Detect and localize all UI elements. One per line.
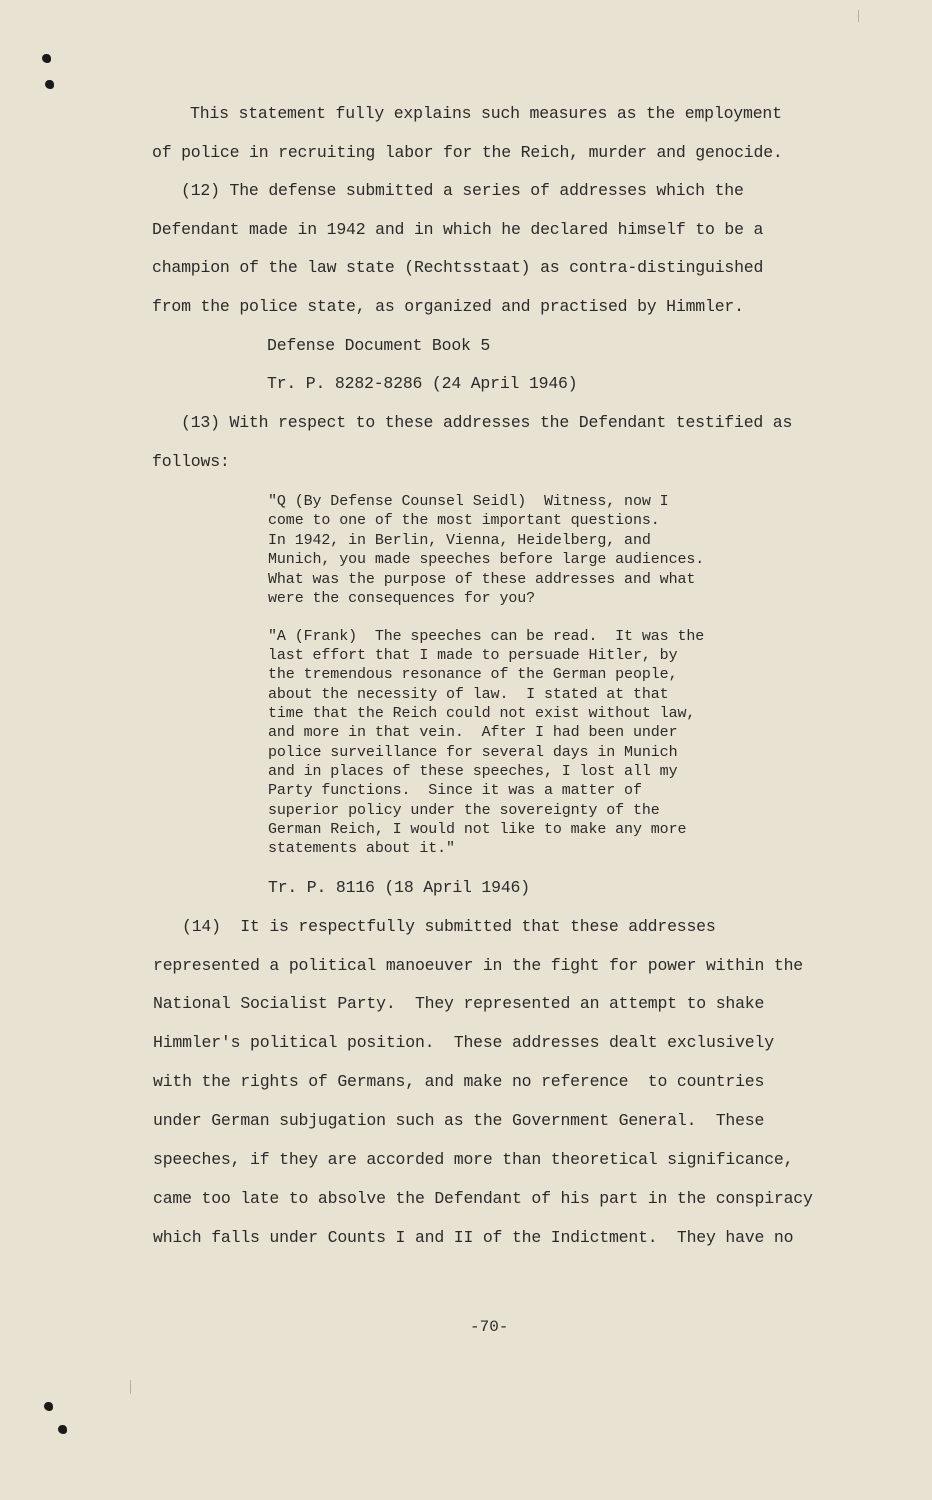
- citation-line: Tr. P. 8116 (18 April 1946): [268, 878, 530, 897]
- paragraph-line: speeches, if they are accorded more than theoretical significance,: [153, 1150, 794, 1169]
- quote-line: last effort that I made to persuade Hitler, by: [268, 647, 678, 664]
- quote-line: about the necessity of law. I stated at that: [268, 686, 669, 703]
- paragraph-line: which falls under Counts I and II of the Indictment. They have no: [153, 1228, 794, 1247]
- binder-hole-top-1: [42, 54, 51, 63]
- quote-line: and more in that vein. After I had been under: [268, 724, 678, 741]
- paragraph-line: This statement fully explains such measures as the employment: [190, 104, 782, 123]
- quote-line: police surveillance for several days in Munich: [268, 744, 678, 761]
- quote-line: Munich, you made speeches before large audiences.: [268, 551, 705, 568]
- paragraph-line: follows:: [152, 452, 230, 471]
- quote-line: and in places of these speeches, I lost all my: [268, 763, 678, 780]
- citation-line: Tr. P. 8282-8286 (24 April 1946): [267, 374, 578, 393]
- quote-line: What was the purpose of these addresses and what: [268, 571, 696, 588]
- paragraph-line: came too late to absolve the Defendant of his part in the conspiracy: [153, 1189, 813, 1208]
- paragraph-line: with the rights of Germans, and make no reference to countries: [153, 1072, 765, 1091]
- paragraph-line: under German subjugation such as the Government General. These: [153, 1111, 765, 1130]
- paragraph-line: Himmler's political position. These addresses dealt exclusively: [153, 1033, 774, 1052]
- quote-line: "A (Frank) The speeches can be read. It was the: [268, 628, 705, 645]
- quote-line: time that the Reich could not exist without law,: [268, 705, 696, 722]
- paragraph-line: from the police state, as organized and practised by Himmler.: [152, 297, 744, 316]
- quote-line: In 1942, in Berlin, Vienna, Heidelberg, and: [268, 532, 651, 549]
- quote-line: were the consequences for you?: [268, 590, 536, 607]
- paragraph-line: represented a political manoeuver in the fight for power within the: [153, 956, 804, 975]
- binder-hole-bottom-1: [44, 1402, 53, 1411]
- binder-hole-bottom-2: [58, 1425, 67, 1434]
- binder-hole-top-2: [45, 80, 54, 89]
- paragraph-line: (14) It is respectfully submitted that these addresses: [182, 917, 716, 936]
- quote-line: statements about it.": [268, 840, 455, 857]
- quote-line: come to one of the most important questions.: [268, 512, 660, 529]
- quote-line: the tremendous resonance of the German people,: [268, 666, 678, 683]
- paper-mark: [858, 10, 859, 22]
- quote-line: superior policy under the sovereignty of the: [268, 802, 660, 819]
- paragraph-line: National Socialist Party. They represented an attempt to shake: [153, 994, 765, 1013]
- paragraph-line: (13) With respect to these addresses the Defendant testified as: [181, 413, 793, 432]
- quote-line: "Q (By Defense Counsel Seidl) Witness, now I: [268, 493, 669, 510]
- page-number: -70-: [470, 1318, 509, 1336]
- paragraph-line: of police in recruiting labor for the Reich, murder and genocide.: [152, 143, 783, 162]
- citation-line: Defense Document Book 5: [267, 336, 491, 355]
- paper-mark: [130, 1380, 131, 1394]
- paragraph-line: (12) The defense submitted a series of addresses which the: [181, 181, 744, 200]
- quote-line: Party functions. Since it was a matter of: [268, 782, 642, 799]
- paragraph-line: Defendant made in 1942 and in which he declared himself to be a: [152, 220, 764, 239]
- paragraph-line: champion of the law state (Rechtsstaat) as contra-distinguished: [152, 258, 764, 277]
- quote-line: German Reich, I would not like to make any more: [268, 821, 687, 838]
